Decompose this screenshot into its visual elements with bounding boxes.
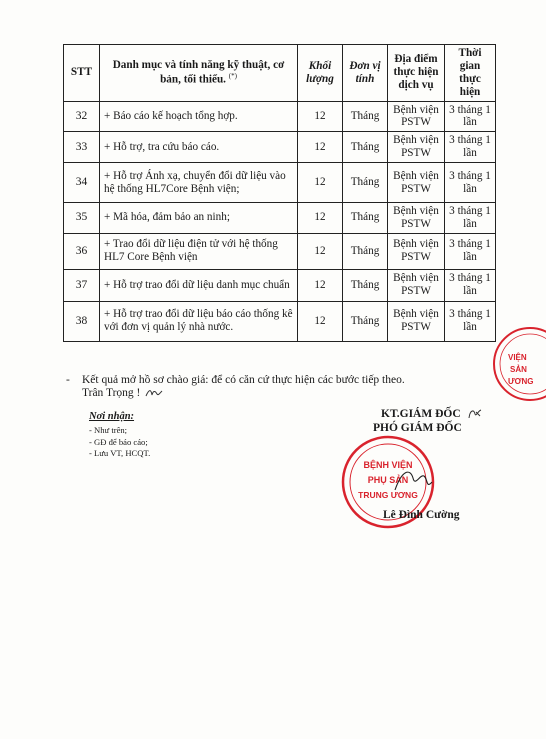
header-description-note: (*): [228, 71, 237, 80]
row-location: Bệnh viện PSTW: [388, 301, 445, 341]
row-unit: Tháng: [343, 101, 388, 132]
row-quantity: 12: [298, 269, 343, 301]
row-time: 3 tháng 1 lần: [445, 163, 496, 203]
regards-text: [82, 387, 163, 399]
row-description: + Báo cáo kế hoạch tổng hợp.: [100, 101, 298, 132]
row-unit: Tháng: [343, 132, 388, 163]
regards-label: Trân Trọng !: [82, 387, 141, 399]
row-description: + Hỗ trợ, tra cứu báo cáo.: [100, 132, 298, 163]
row-stt: 38: [64, 301, 100, 341]
signer-name: Lê Đình Cường: [383, 509, 460, 521]
row-unit: Tháng: [343, 269, 388, 301]
recipients-title: Nơi nhận:: [89, 411, 135, 422]
row-stt: 35: [64, 203, 100, 234]
initials-scribble: [145, 388, 163, 398]
row-description: + Hỗ trợ trao đổi dữ liệu danh mục chuẩn: [100, 269, 298, 301]
row-location: Bệnh viện PSTW: [388, 233, 445, 269]
row-quantity: 12: [298, 101, 343, 132]
partial-seal: [486, 322, 546, 406]
row-location: Bệnh viện PSTW: [388, 203, 445, 234]
table-row: [64, 101, 496, 132]
header-stt: STT: [64, 45, 100, 102]
row-stt: 34: [64, 163, 100, 203]
seal-line-2: PHỤ SẢN: [367, 475, 409, 485]
table-row: [64, 269, 496, 301]
recipient-item: - Như trên;: [89, 425, 128, 435]
service-table: [63, 44, 496, 342]
table-row: [64, 301, 496, 341]
row-time: 3 tháng 1 lần: [445, 101, 496, 132]
row-description: + Mã hóa, đảm bảo an ninh;: [100, 203, 298, 234]
row-description: + Hỗ trợ Ánh xạ, chuyển đổi dữ liệu vào hệ thống HL7Core Bệnh viện;: [100, 163, 298, 203]
row-quantity: 12: [298, 233, 343, 269]
row-description: + Hỗ trợ trao đổi dữ liệu báo cáo thống kê với đơn vị quản lý nhà nước.: [100, 301, 298, 341]
header-description: [100, 45, 298, 102]
row-stt: 33: [64, 132, 100, 163]
signature-title-1: [381, 408, 483, 420]
header-location: Địa điểm thực hiện dịch vụ: [388, 45, 445, 102]
seal-line-3: TRUNG ƯƠNG: [358, 490, 418, 500]
result-note-text: Kết quả mở hồ sơ chào giá: để có căn cứ thực hiện các bước tiếp theo.: [82, 374, 405, 386]
signature-title-2: PHÓ GIÁM ĐỐC: [373, 422, 462, 434]
partial-seal-line-3: ƯƠNG: [508, 377, 534, 386]
row-quantity: 12: [298, 203, 343, 234]
table-row: [64, 233, 496, 269]
table-row: [64, 132, 496, 163]
row-quantity: 12: [298, 301, 343, 341]
recipient-item: - Lưu VT, HCQT.: [89, 448, 151, 458]
row-location: Bệnh viện PSTW: [388, 163, 445, 203]
row-unit: Tháng: [343, 163, 388, 203]
seal-line-1: BỆNH VIỆN: [363, 460, 413, 470]
table-row: [64, 163, 496, 203]
header-unit: Đơn vị tính: [343, 45, 388, 102]
signature-title-1-text: KT.GIÁM ĐỐC: [381, 408, 461, 420]
row-unit: Tháng: [343, 203, 388, 234]
row-time: 3 tháng 1 lần: [445, 203, 496, 234]
partial-seal-line-1: VIỆN: [508, 353, 527, 362]
table-body: [64, 101, 496, 341]
recipient-item: - GĐ để báo cáo;: [89, 436, 148, 447]
row-unit: Tháng: [343, 301, 388, 341]
row-stt: 37: [64, 269, 100, 301]
row-time: 3 tháng 1 lần: [445, 269, 496, 301]
row-location: Bệnh viện PSTW: [388, 132, 445, 163]
bullet-dash: -: [66, 374, 70, 386]
partial-seal-line-2: SẢN: [510, 365, 527, 374]
header-time: Thời gian thực hiện: [445, 45, 496, 102]
header-description-text: Danh mục và tính năng kỹ thuật, cơ bản, tối thiểu.: [112, 59, 285, 86]
row-time: 3 tháng 1 lần: [445, 301, 496, 341]
row-location: Bệnh viện PSTW: [388, 269, 445, 301]
row-unit: Tháng: [343, 233, 388, 269]
row-time: 3 tháng 1 lần: [445, 233, 496, 269]
row-stt: 36: [64, 233, 100, 269]
row-location: Bệnh viện PSTW: [388, 101, 445, 132]
row-description: + Trao đổi dữ liệu điện tử với hệ thống HL7 Core Bệnh viện: [100, 233, 298, 269]
row-quantity: 12: [298, 132, 343, 163]
row-quantity: 12: [298, 163, 343, 203]
table-header-row: [64, 45, 496, 102]
row-stt: 32: [64, 101, 100, 132]
title-scribble: [467, 408, 483, 420]
header-quantity: Khối lượng: [298, 45, 343, 102]
table-row: [64, 203, 496, 234]
recipients-list: [89, 425, 150, 460]
row-time: 3 tháng 1 lần: [445, 132, 496, 163]
